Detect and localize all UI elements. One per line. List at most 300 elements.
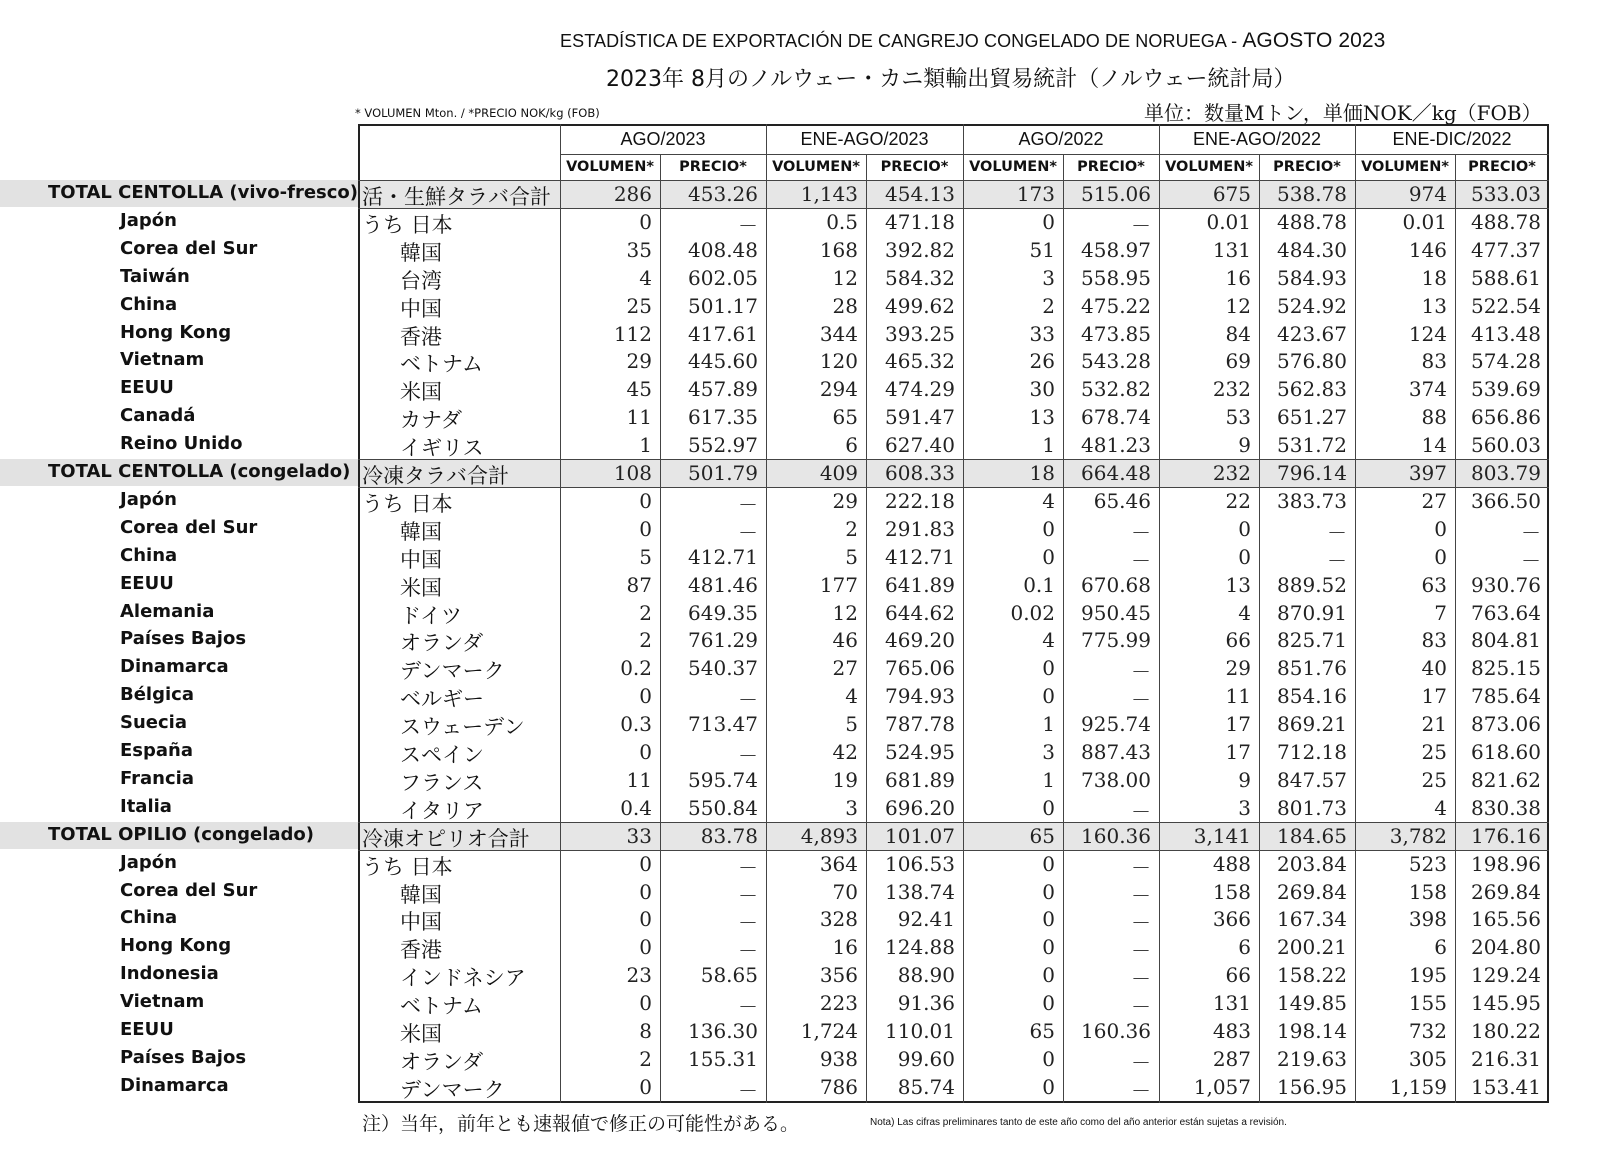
volume-cell: 131 (1212, 991, 1251, 1016)
volume-column-header: VOLUMEN* (1361, 159, 1449, 175)
country-label-jp: 香港 (400, 324, 442, 349)
country-label-jp: ベトナム (400, 994, 483, 1019)
volume-cell: 17 (1225, 740, 1251, 764)
volume-cell: 4 (639, 265, 652, 290)
price-cell: 465.32 (885, 349, 955, 374)
volume-cell: 287 (1212, 1046, 1251, 1071)
price-cell: 825.15 (1471, 656, 1541, 681)
period-header: AGO/2023 (620, 129, 706, 149)
volume-cell: 3 (1042, 740, 1055, 764)
volume-cell: 0.5 (826, 209, 858, 234)
price-cell: 474.29 (885, 377, 955, 402)
price-cell: 92.41 (897, 907, 955, 932)
price-cell: 584.93 (1277, 265, 1347, 290)
unit-note-jp: 単位：数量Mトン，単価NOK／kg（FOB） (1144, 101, 1542, 125)
price-cell: 149.85 (1277, 991, 1347, 1016)
country-label-jp: 米国 (400, 575, 442, 600)
price-cell: 184.65 (1277, 823, 1347, 848)
volume-cell: 0 (639, 1074, 652, 1099)
price-cell: 794.93 (885, 684, 955, 709)
volume-cell: 23 (626, 963, 652, 988)
country-label-es: Vietnam (120, 991, 205, 1013)
country-label-jp: イタリア (400, 798, 484, 823)
volume-cell: 13 (1225, 572, 1251, 597)
country-label-jp: スペイン (400, 743, 484, 767)
volume-cell: 0 (1042, 851, 1055, 876)
volume-cell: 33 (1029, 321, 1055, 346)
volume-cell: 124 (1408, 321, 1447, 346)
volume-cell: 112 (613, 321, 652, 346)
price-cell: － (1131, 911, 1151, 936)
country-label-jp: ベルギー (400, 687, 484, 712)
price-cell: 136.30 (688, 1019, 758, 1043)
price-cell: 602.05 (688, 265, 758, 290)
volume-cell: 53 (1225, 405, 1251, 430)
price-column-header: PRECIO* (1273, 159, 1341, 175)
price-cell: 649.35 (688, 600, 758, 625)
total-row-top-line (358, 822, 1549, 823)
price-cell: 445.60 (688, 349, 758, 374)
country-label-es: Países Bajos (120, 1046, 247, 1068)
price-cell: 644.62 (885, 600, 955, 625)
price-cell: 889.52 (1277, 572, 1347, 597)
price-cell: 804.81 (1471, 628, 1541, 653)
price-cell: 106.53 (885, 851, 955, 876)
volume-cell: 938 (819, 1046, 858, 1071)
price-cell: 473.85 (1081, 321, 1151, 346)
price-cell: 584.32 (885, 265, 955, 290)
price-cell: 160.36 (1081, 823, 1151, 848)
volume-cell: 3,141 (1193, 823, 1251, 848)
volume-cell: 177 (819, 572, 858, 597)
price-cell: 471.18 (885, 209, 955, 234)
price-cell: 165.56 (1471, 907, 1541, 932)
volume-cell: 0.1 (1023, 572, 1055, 597)
price-cell: 825.71 (1277, 628, 1347, 653)
volume-cell: 0 (1238, 544, 1251, 569)
category-total-label-es: TOTAL CENTOLLA (vivo-fresco) (48, 182, 359, 203)
price-cell: 538.78 (1277, 182, 1347, 206)
price-column-header: PRECIO* (1077, 159, 1145, 175)
volume-cell: 488 (1212, 851, 1251, 876)
country-label-jp: 米国 (400, 1022, 442, 1046)
volume-cell: 397 (1408, 461, 1447, 485)
price-cell: 785.64 (1471, 684, 1541, 709)
volume-cell: 6 (1434, 935, 1447, 960)
volume-cell: 29 (1225, 656, 1251, 681)
price-cell: 950.45 (1081, 600, 1151, 625)
volume-cell: 0 (1042, 656, 1055, 681)
report-title-es-period: AGOSTO 2023 (1242, 29, 1386, 52)
volume-cell: 11 (1225, 684, 1251, 709)
volume-cell: 344 (819, 321, 858, 346)
volume-cell: 1 (1042, 767, 1055, 792)
price-cell: 925.74 (1081, 712, 1151, 737)
country-label-jp: 韓国 (400, 882, 442, 907)
country-label-jp: うち 日本 (362, 212, 453, 237)
volume-cell: 19 (832, 767, 858, 792)
volume-cell: 25 (1421, 767, 1447, 792)
volume-cell: 30 (1029, 377, 1055, 402)
volume-cell: 87 (626, 572, 652, 597)
country-label-jp: イギリス (400, 436, 484, 461)
volume-cell: 0 (1042, 1046, 1055, 1071)
volume-cell: 8 (639, 1019, 652, 1043)
price-cell: － (1131, 995, 1151, 1020)
price-cell: 552.97 (688, 433, 758, 458)
volume-cell: 3 (845, 795, 858, 820)
price-cell: 412.71 (688, 544, 758, 569)
volume-cell: 173 (1016, 182, 1055, 206)
price-cell: 501.79 (688, 461, 758, 485)
country-label-es: Países Bajos (120, 628, 247, 650)
volume-cell: 483 (1212, 1019, 1251, 1043)
price-cell: － (1131, 548, 1151, 573)
country-label-es: Canadá (120, 405, 196, 427)
price-cell: 524.95 (885, 740, 955, 764)
country-label-es: EEUU (120, 572, 174, 594)
category-total-label-es: TOTAL OPILIO (congelado) (48, 823, 315, 845)
country-label-jp: 韓国 (400, 240, 442, 265)
volume-cell: 158 (1408, 879, 1447, 904)
price-cell: 145.95 (1471, 991, 1541, 1016)
country-label-jp: オランダ (400, 1049, 484, 1074)
volume-cell: 786 (819, 1074, 858, 1099)
price-cell: 558.95 (1081, 265, 1151, 290)
volume-cell: 294 (819, 377, 858, 402)
category-total-label-jp: 冷凍オピリオ合計 (362, 826, 530, 851)
country-label-jp: インドネシア (400, 966, 526, 991)
country-label-jp: 中国 (400, 910, 442, 935)
volume-cell: 0 (1042, 209, 1055, 234)
volume-cell: 21 (1421, 712, 1447, 737)
price-cell: 531.72 (1277, 433, 1347, 458)
volume-cell: 0.2 (620, 656, 652, 681)
country-label-jp: スウェーデン (400, 715, 525, 740)
price-cell: 219.63 (1277, 1046, 1347, 1071)
volume-cell: 0 (1042, 1074, 1055, 1099)
category-total-label-jp: 活・生鮮タラバ合計 (362, 185, 551, 209)
price-cell: 869.21 (1277, 712, 1347, 737)
price-cell: － (738, 855, 758, 880)
price-cell: 198.14 (1277, 1019, 1347, 1043)
price-cell: 930.76 (1471, 572, 1541, 597)
price-cell: 562.83 (1277, 377, 1347, 402)
volume-cell: 40 (1421, 656, 1447, 681)
price-cell: 203.84 (1277, 851, 1347, 876)
price-cell: 664.48 (1081, 461, 1151, 485)
price-cell: 366.50 (1471, 488, 1541, 513)
volume-cell: 0 (1042, 907, 1055, 932)
volume-cell: 1,724 (800, 1019, 858, 1043)
volume-column-header: VOLUMEN* (566, 159, 654, 175)
country-label-jp: オランダ (400, 631, 484, 656)
period-header: AGO/2022 (1018, 129, 1104, 149)
price-cell: 204.80 (1471, 935, 1541, 960)
price-cell: 101.07 (885, 823, 955, 848)
country-label-jp: デンマーク (400, 1077, 505, 1102)
price-cell: 696.20 (885, 795, 955, 820)
report-title-es (560, 29, 1385, 53)
price-cell: 481.23 (1081, 433, 1151, 458)
volume-cell: 0 (639, 879, 652, 904)
volume-cell: 0 (639, 516, 652, 541)
footnote-jp: 注）当年，前年とも速報値で修正の可能性がある。 (362, 1113, 800, 1135)
volume-cell: 0.4 (620, 795, 652, 820)
price-cell: 156.95 (1277, 1074, 1347, 1099)
price-cell: － (738, 688, 758, 713)
price-cell: 627.40 (885, 433, 955, 458)
volume-cell: 0 (1042, 684, 1055, 709)
country-label-jp: ドイツ (400, 603, 462, 628)
price-cell: 713.47 (688, 712, 758, 737)
volume-cell: 26 (1029, 349, 1055, 374)
price-cell: 269.84 (1277, 879, 1347, 904)
volume-cell: 0 (639, 488, 652, 513)
volume-cell: 16 (1225, 265, 1251, 290)
volume-cell: 25 (1421, 740, 1447, 764)
price-cell: 681.89 (885, 767, 955, 792)
price-cell: 457.89 (688, 377, 758, 402)
price-cell: 656.86 (1471, 405, 1541, 430)
volume-cell: 0 (1042, 963, 1055, 988)
price-cell: 617.35 (688, 405, 758, 430)
volume-cell: 1,159 (1389, 1074, 1447, 1099)
volume-cell: 7 (1434, 600, 1447, 625)
price-cell: 484.30 (1277, 237, 1347, 262)
price-cell: 160.36 (1081, 1019, 1151, 1043)
price-cell: － (1131, 883, 1151, 908)
volume-cell: 0 (1042, 544, 1055, 569)
price-cell: 608.33 (885, 461, 955, 485)
volume-cell: 398 (1408, 907, 1447, 932)
price-cell: － (1131, 1050, 1151, 1075)
price-cell: － (1327, 520, 1347, 545)
country-label-jp: 中国 (400, 296, 442, 321)
volume-cell: 6 (1238, 935, 1251, 960)
country-label-jp: うち 日本 (362, 491, 453, 516)
price-cell: 408.48 (688, 237, 758, 262)
volume-cell: 0.01 (1206, 209, 1251, 234)
country-label-es: Japón (120, 209, 177, 231)
total-row-bottom-line (358, 487, 1549, 488)
volume-cell: 195 (1408, 963, 1447, 988)
volume-cell: 0 (1042, 795, 1055, 820)
price-cell: 678.74 (1081, 405, 1151, 430)
country-label-es: Indonesia (120, 963, 219, 985)
volume-cell: 33 (626, 823, 652, 848)
volume-cell: 12 (832, 265, 858, 290)
volume-cell: 25 (626, 293, 652, 318)
price-cell: 787.78 (885, 712, 955, 737)
country-label-es: Suecia (120, 712, 187, 734)
price-cell: 198.96 (1471, 851, 1541, 876)
volume-cell: 51 (1029, 237, 1055, 262)
price-cell: 803.79 (1471, 461, 1541, 485)
price-cell: 453.26 (688, 182, 758, 206)
price-cell: 539.69 (1471, 377, 1541, 402)
volume-cell: 4,893 (800, 823, 858, 848)
volume-cell: 84 (1225, 321, 1251, 346)
volume-cell: 2 (845, 516, 858, 541)
volume-cell: 88 (1421, 405, 1447, 430)
volume-cell: 366 (1212, 907, 1251, 932)
unit-note-es: * VOLUMEN Mton. / *PRECIO NOK/kg (FOB) (355, 106, 600, 120)
price-cell: 412.71 (885, 544, 955, 569)
volume-cell: 4 (1238, 600, 1251, 625)
price-cell: 417.61 (688, 321, 758, 346)
price-cell: 383.73 (1277, 488, 1347, 513)
country-label-es: Reino Unido (120, 433, 243, 455)
volume-cell: 5 (845, 544, 858, 569)
price-cell: 488.78 (1471, 209, 1541, 234)
price-cell: － (1131, 688, 1151, 713)
price-cell: 574.28 (1471, 349, 1541, 374)
price-cell: － (1131, 939, 1151, 964)
price-cell: 138.74 (885, 879, 955, 904)
volume-column-header: VOLUMEN* (1165, 159, 1253, 175)
price-cell: 641.89 (885, 572, 955, 597)
volume-cell: 0 (1434, 516, 1447, 541)
volume-cell: 2 (1042, 293, 1055, 318)
price-cell: 595.74 (688, 767, 758, 792)
volume-cell: 5 (639, 544, 652, 569)
period-header: ENE-AGO/2023 (800, 129, 929, 149)
country-label-es: Italia (120, 795, 172, 817)
country-label-es: Japón (120, 488, 177, 510)
price-cell: 180.22 (1471, 1019, 1541, 1043)
price-cell: 618.60 (1471, 740, 1541, 764)
price-cell: 477.37 (1471, 237, 1541, 262)
volume-cell: 63 (1421, 572, 1447, 597)
price-cell: 155.31 (688, 1046, 758, 1071)
volume-cell: 11 (626, 767, 652, 792)
price-cell: 532.82 (1081, 377, 1151, 402)
country-label-es: Corea del Sur (120, 237, 258, 259)
price-cell: 176.16 (1471, 823, 1541, 848)
volume-cell: 17 (1225, 712, 1251, 737)
volume-cell: 65 (1029, 823, 1055, 848)
volume-cell: 523 (1408, 851, 1447, 876)
volume-cell: 158 (1212, 879, 1251, 904)
price-cell: 222.18 (885, 488, 955, 513)
country-label-es: Francia (120, 767, 194, 789)
volume-cell: 22 (1225, 488, 1251, 513)
volume-cell: 3 (1238, 795, 1251, 820)
price-cell: － (1131, 855, 1151, 880)
country-label-es: Hong Kong (120, 935, 232, 957)
volume-cell: 18 (1421, 265, 1447, 290)
volume-cell: 17 (1421, 684, 1447, 709)
volume-cell: 13 (1421, 293, 1447, 318)
price-cell: － (1327, 548, 1347, 573)
volume-cell: 131 (1212, 237, 1251, 262)
volume-cell: 232 (1212, 461, 1251, 485)
volume-cell: 4 (1042, 628, 1055, 653)
country-label-es: Taiwán (120, 265, 190, 287)
volume-cell: 27 (1421, 488, 1447, 513)
country-label-es: Hong Kong (120, 321, 232, 343)
price-cell: 763.64 (1471, 600, 1541, 625)
price-cell: 873.06 (1471, 712, 1541, 737)
total-row-bottom-line (358, 850, 1549, 851)
price-cell: 821.62 (1471, 767, 1541, 792)
price-cell: 392.82 (885, 237, 955, 262)
price-cell: 269.84 (1471, 879, 1541, 904)
price-cell: － (1131, 213, 1151, 238)
country-label-jp: フランス (400, 770, 484, 795)
volume-cell: 0 (639, 907, 652, 932)
price-cell: 153.41 (1471, 1074, 1541, 1099)
volume-cell: 146 (1408, 237, 1447, 262)
volume-cell: 12 (832, 600, 858, 625)
period-header: ENE-AGO/2022 (1192, 129, 1322, 149)
volume-cell: 18 (1029, 461, 1055, 485)
volume-cell: 1 (639, 433, 652, 458)
volume-cell: 374 (1408, 377, 1447, 402)
header-divider (560, 154, 1549, 155)
country-label-jp: うち 日本 (362, 854, 453, 879)
volume-cell: 29 (832, 488, 858, 513)
price-cell: 167.34 (1277, 907, 1347, 932)
price-cell: 110.01 (885, 1019, 955, 1043)
volume-cell: 3,782 (1389, 823, 1447, 848)
price-cell: 588.61 (1471, 265, 1541, 290)
price-cell: 88.90 (897, 963, 955, 988)
price-cell: 887.43 (1081, 740, 1151, 764)
volume-cell: 155 (1408, 991, 1447, 1016)
country-label-jp: 中国 (400, 547, 442, 572)
volume-cell: 0 (1434, 544, 1447, 569)
volume-cell: 70 (832, 879, 858, 904)
price-cell: 515.06 (1081, 182, 1151, 206)
price-cell: 216.31 (1471, 1046, 1541, 1071)
country-label-es: China (120, 293, 178, 315)
country-label-jp: ベトナム (400, 352, 483, 377)
price-cell: － (1131, 967, 1151, 992)
volume-cell: 16 (832, 935, 858, 960)
volume-cell: 4 (1434, 795, 1447, 820)
country-label-jp: カナダ (400, 408, 462, 433)
price-cell: 522.54 (1471, 293, 1541, 318)
country-label-jp: 香港 (400, 938, 442, 963)
volume-cell: 305 (1408, 1046, 1447, 1071)
price-cell: 458.97 (1081, 237, 1151, 262)
volume-cell: 409 (819, 461, 858, 485)
price-cell: 454.13 (885, 182, 955, 206)
volume-cell: 35 (626, 237, 652, 262)
price-cell: － (1131, 799, 1151, 824)
country-label-es: EEUU (120, 1019, 174, 1040)
volume-cell: 83 (1421, 628, 1447, 653)
report-title-es-main: ESTADÍSTICA DE EXPORTACIÓN DE CANGREJO CONGELADO DE NORUEGA - (560, 31, 1243, 51)
volume-cell: 0 (639, 935, 652, 960)
price-cell: 499.62 (885, 293, 955, 318)
price-cell: － (1521, 548, 1541, 573)
country-label-es: China (120, 907, 178, 929)
price-cell: 830.38 (1471, 795, 1541, 820)
price-cell: 591.47 (885, 405, 955, 430)
volume-cell: 0 (1042, 879, 1055, 904)
price-cell: 413.48 (1471, 321, 1541, 346)
price-cell: 540.37 (688, 656, 758, 681)
volume-cell: 232 (1212, 377, 1251, 402)
volume-cell: 83 (1421, 349, 1447, 374)
price-column-header: PRECIO* (880, 159, 949, 175)
volume-cell: 65 (832, 405, 858, 430)
volume-column-header: VOLUMEN* (772, 159, 860, 175)
country-label-es: Alemania (120, 600, 215, 622)
